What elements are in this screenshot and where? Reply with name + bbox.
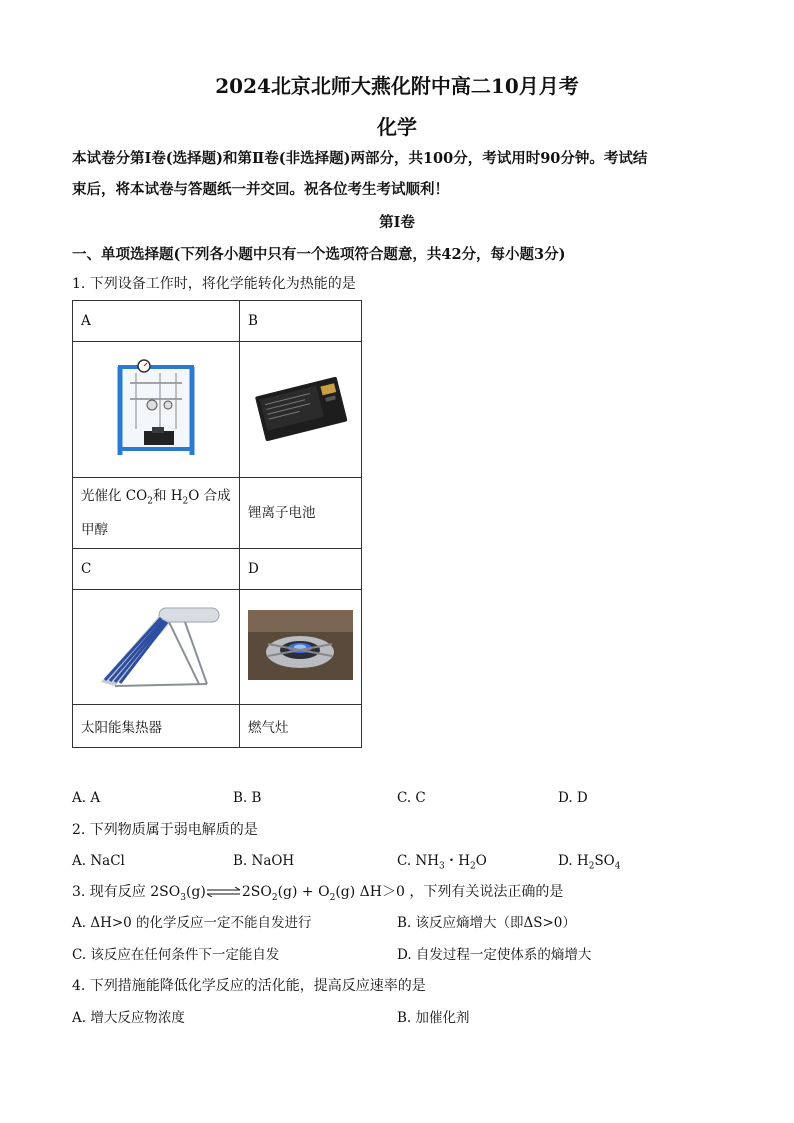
q2-option-d: D. $H_2SO_4$ bbox=[558, 853, 621, 872]
q4-option-b: B. 加催化剂 bbox=[397, 1010, 470, 1026]
lithium-ion-battery-image bbox=[251, 370, 351, 445]
cell-a-label: A bbox=[73, 301, 240, 342]
question-1-stem: 1. 下列设备工作时，将化学能转化为热能的是 bbox=[72, 276, 356, 292]
volume-label: 第Ⅰ卷 bbox=[379, 214, 415, 231]
q3-option-d: D. 自发过程一定使体系的熵增大 bbox=[397, 947, 592, 963]
section-title: 一、单项选择题(下列各小题中只有一个选项符合题意，共42分，每小题3分) bbox=[72, 246, 566, 263]
q3-option-b: B. 该反应熵增大（即ΔS>0） bbox=[397, 915, 576, 931]
q3-option-c: C. 该反应在任何条件下一定能自发 bbox=[72, 947, 280, 963]
exam-instructions bbox=[72, 143, 724, 205]
q1-option-d: D. D bbox=[558, 790, 588, 806]
cell-b-label: B bbox=[240, 301, 362, 342]
q2-option-a: A. NaCl bbox=[72, 853, 125, 869]
q2-option-c: C. $NH_3$・$H_2O$ bbox=[397, 853, 487, 872]
exam-title: 2024北京北师大燕化附中高二10月月考 bbox=[215, 74, 579, 98]
cell-b-image bbox=[240, 342, 362, 478]
cell-d-label: D bbox=[240, 549, 362, 590]
question-4-stem: 4. 下列措施能降低化学反应的活化能，提高反应速率的是 bbox=[72, 978, 426, 994]
cell-d-image bbox=[240, 590, 362, 705]
reversible-arrow-icon bbox=[206, 887, 242, 897]
cell-c-label: C bbox=[73, 549, 240, 590]
cell-a-text: 光催化 $CO_2$和 $H_2O$ 合成 甲醇 bbox=[73, 478, 240, 549]
q4-option-a: A. 增大反应物浓度 bbox=[72, 1010, 185, 1026]
solar-water-heater-image bbox=[89, 600, 224, 690]
question-3-stem: 3. 现有反应 $2SO_3(g) 2SO_2(g) + O_2(g)$ ΔH＞0 ，下列有关说法正确的是 bbox=[72, 884, 564, 903]
subject-title: 化学 bbox=[377, 115, 417, 139]
q1-option-c: C. C bbox=[397, 790, 426, 806]
gas-stove-image bbox=[248, 610, 353, 680]
cell-c-image bbox=[73, 590, 240, 705]
cell-b-text: 锂离子电池 bbox=[240, 478, 362, 549]
question-2-stem: 2. 下列物质属于弱电解质的是 bbox=[72, 822, 258, 838]
q1-option-b: B. B bbox=[233, 790, 262, 806]
question-1-table bbox=[72, 300, 362, 748]
photocatalysis-apparatus-image bbox=[116, 359, 196, 457]
cell-d-text: 燃气灶 bbox=[240, 705, 362, 748]
instructions-line-2: 束后，将本试卷与答题纸一并交回。祝各位考生考试顺利！ bbox=[72, 181, 449, 198]
q2-option-b: B. NaOH bbox=[233, 853, 295, 869]
cell-a-image bbox=[73, 342, 240, 478]
q1-option-a: A. A bbox=[72, 790, 101, 806]
q3-option-a: A. ΔH>0 的化学反应一定不能自发进行 bbox=[72, 915, 312, 931]
instructions-line-1: 本试卷分第Ⅰ卷(选择题)和第Ⅱ卷(非选择题)两部分，共100分，考试用时90分钟。考试结 bbox=[72, 150, 648, 167]
cell-c-text: 太阳能集热器 bbox=[73, 705, 240, 748]
